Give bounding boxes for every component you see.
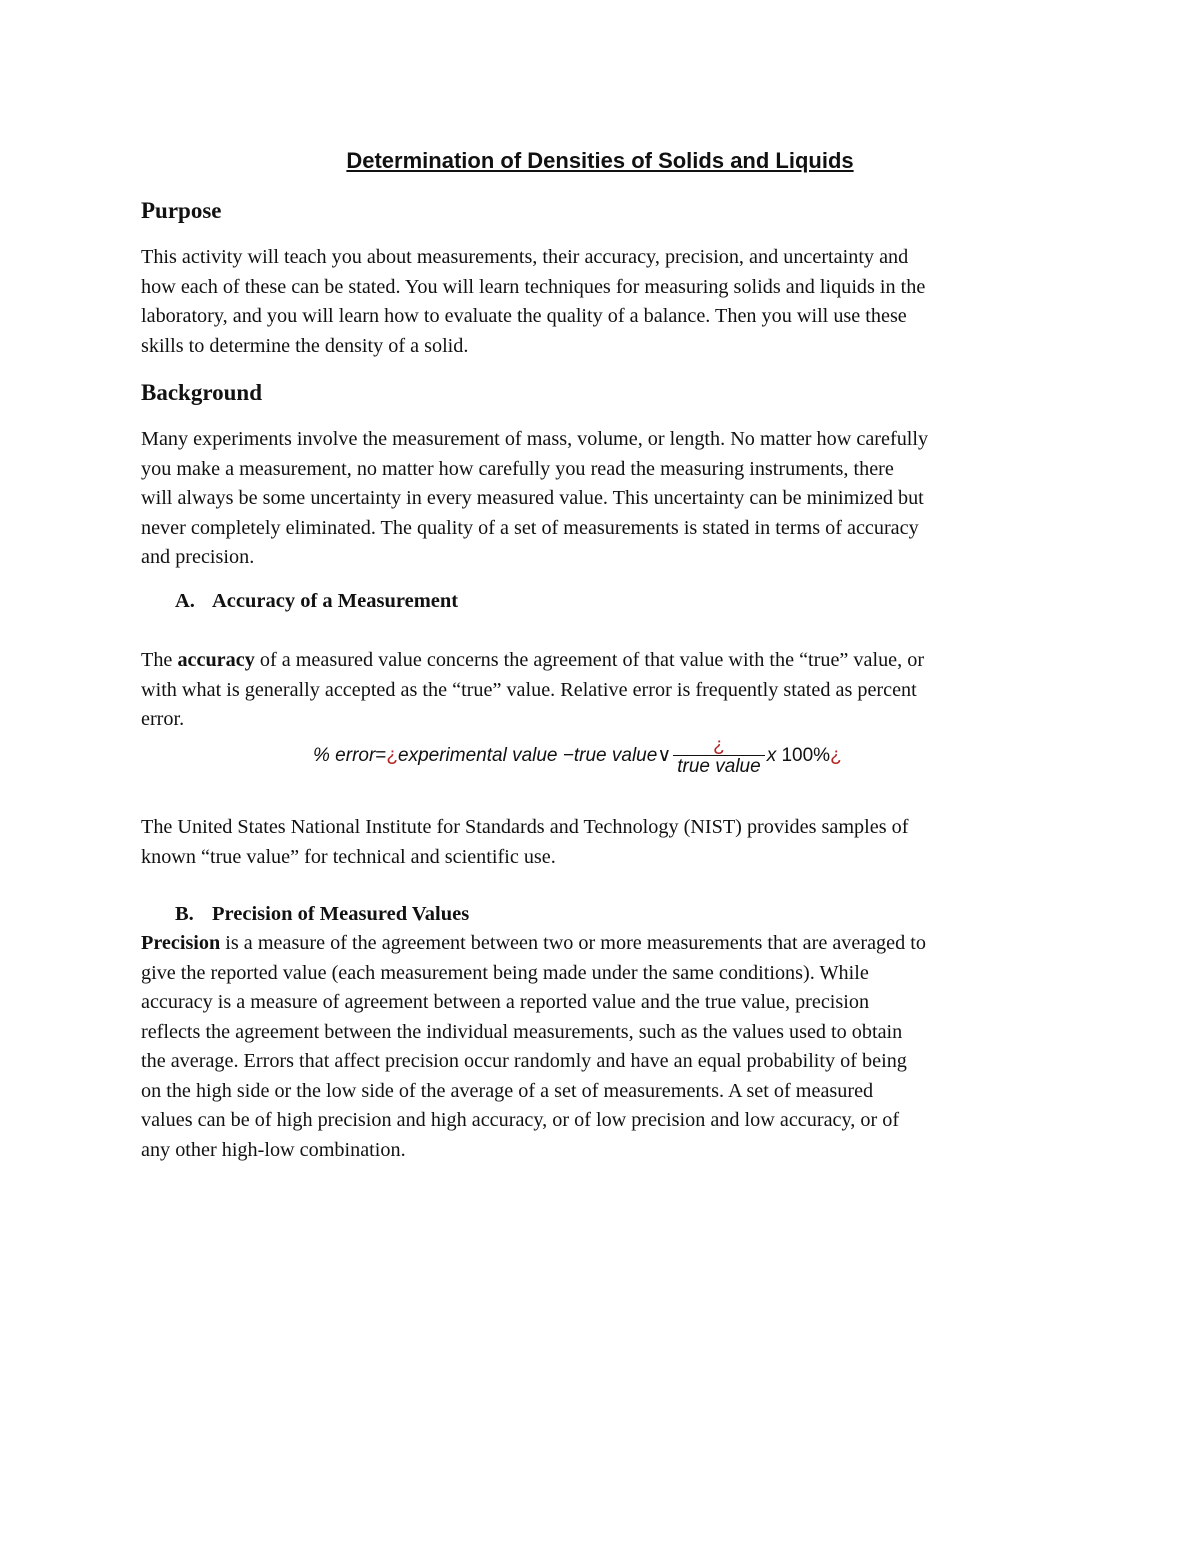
- text-line: any other high-low combination.: [141, 1138, 406, 1161]
- text-run: of a measured value concerns the agreement of that value with the “true” value, or: [254, 649, 925, 671]
- fraction-denominator: true value: [673, 755, 764, 778]
- text-line: [141, 929, 1071, 959]
- text-run: The: [141, 649, 178, 671]
- text-line: on the high side or the low side of the average of a set of measurements. A set of measured: [141, 1079, 874, 1102]
- text-line: This activity will teach you about measurements, their accuracy, precision, and uncertainty and: [141, 246, 909, 268]
- text-line: skills to determine the density of a solid.: [141, 334, 469, 357]
- section-title: Precision of Measured Values: [212, 903, 470, 925]
- formula-hundred-percent: 100%: [781, 744, 831, 766]
- text-line: reflects the agreement between the individual measurements, such as the values used to obtain: [141, 1020, 903, 1043]
- text-line: how each of these can be stated. You will learn techniques for measuring solids and liquids in the: [141, 275, 926, 298]
- section-letter: B.: [175, 903, 194, 925]
- text-run: is a measure of the agreement between two or more measurements that are averaged to: [220, 932, 926, 954]
- text-line: known “true value” for technical and scientific use.: [141, 845, 556, 868]
- text-line: give the reported value (each measurement being made under the same conditions). While: [141, 961, 869, 984]
- text-line: the average. Errors that affect precision occur randomly and have an equal probability of being: [141, 1050, 907, 1072]
- section-title: Accuracy of a Measurement: [212, 590, 459, 612]
- purpose-paragraph: [141, 243, 1071, 361]
- background-heading: Background: [141, 380, 263, 405]
- text-line: never completely eliminated. The quality of a set of measurements is stated in terms of accuracy: [141, 516, 919, 539]
- text-line: [141, 646, 1071, 676]
- formula-equals: =: [375, 744, 387, 766]
- text-line: laboratory, and you will learn how to evaluate the quality of a balance. Then you will use these: [141, 305, 907, 327]
- text-line: Many experiments involve the measurement of mass, volume, or length. No matter how carefully: [141, 428, 929, 450]
- accuracy-paragraph: [141, 646, 1071, 735]
- formula-bar: ∨: [657, 744, 672, 766]
- formula-glyph: ¿: [386, 744, 399, 766]
- text-line: and precision.: [141, 546, 255, 568]
- section-a-heading: [175, 587, 458, 615]
- text-line: will always be some uncertainty in every measured value. This uncertainty can be minimized but: [141, 487, 924, 509]
- formula-glyph: ¿: [830, 744, 842, 766]
- section-b-heading: [175, 900, 469, 928]
- text-line: you make a measurement, no matter how carefully you read the measuring instruments, there: [141, 457, 894, 480]
- nist-paragraph: [141, 813, 1071, 872]
- formula-lhs: % error: [313, 744, 376, 766]
- formula-fraction: [673, 737, 764, 778]
- text-line: with what is generally accepted as the “true” value. Relative error is frequently stated as percent: [141, 678, 917, 701]
- precision-term: Precision: [141, 932, 221, 954]
- text-line: accuracy is a measure of agreement between a reported value and the true value, precision: [141, 991, 870, 1013]
- background-paragraph: [141, 425, 1071, 573]
- formula-times: x: [766, 744, 777, 766]
- purpose-heading: Purpose: [141, 198, 222, 223]
- fraction-numerator: ¿: [713, 735, 725, 756]
- accuracy-term: accuracy: [177, 649, 255, 671]
- formula-numerator-text: experimental value −true value: [398, 744, 658, 766]
- text-line: The United States National Institute for Standards and Technology (NIST) provides samples of: [141, 816, 909, 838]
- document-title: Determination of Densities of Solids and Liquids: [346, 148, 854, 173]
- percent-error-formula: [313, 735, 842, 776]
- section-letter: A.: [175, 590, 195, 612]
- text-line: values can be of high precision and high accuracy, or of low precision and low accuracy, or of: [141, 1109, 900, 1131]
- text-line: error.: [141, 708, 185, 730]
- precision-paragraph: [141, 929, 1071, 1165]
